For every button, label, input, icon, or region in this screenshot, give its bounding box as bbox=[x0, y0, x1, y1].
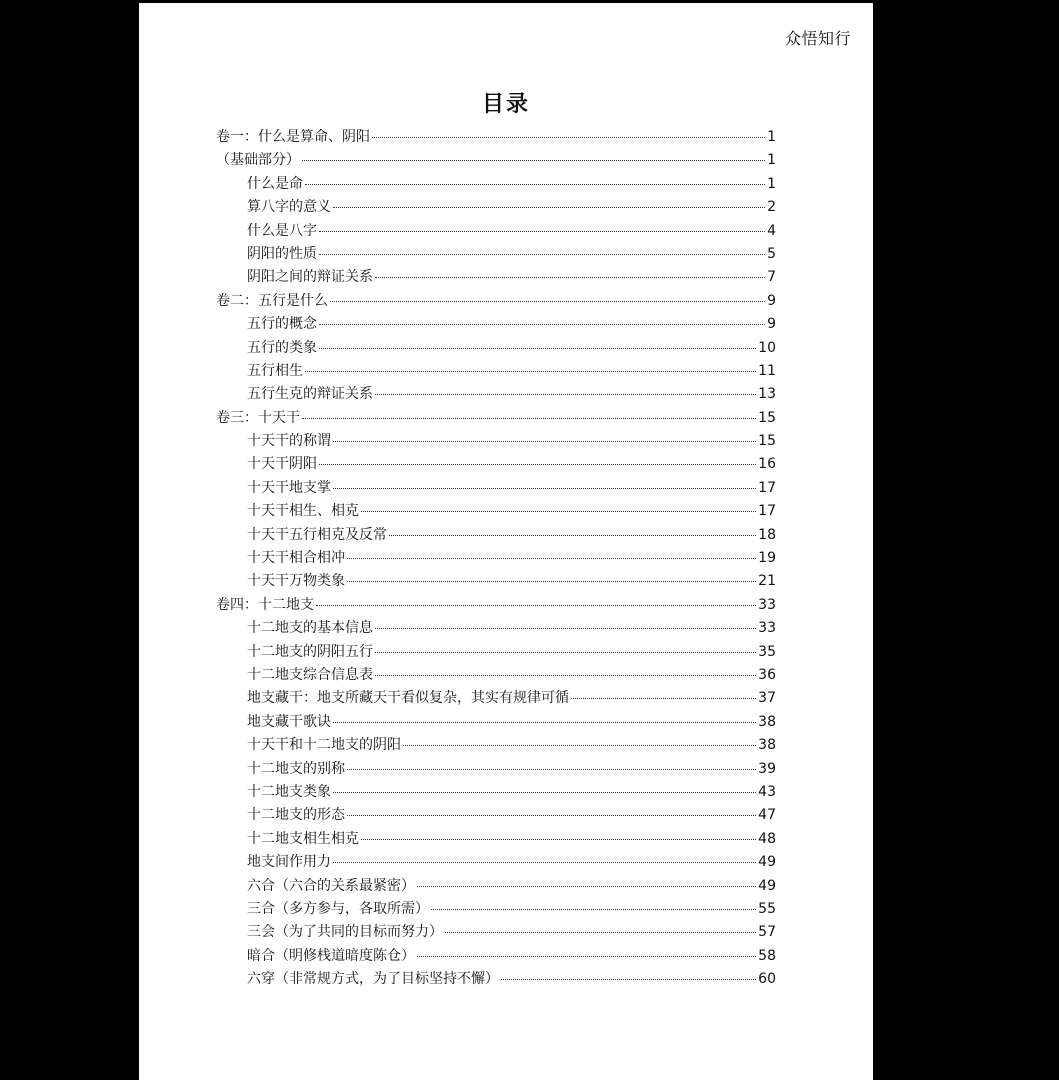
toc-entry[interactable] bbox=[216, 360, 776, 383]
toc-entry-title: 阴阳的性质 bbox=[247, 245, 317, 262]
dot-leader bbox=[319, 348, 756, 349]
toc-entry-title: 什么是命 bbox=[247, 175, 303, 192]
toc-entry-page-number: 33 bbox=[758, 596, 776, 613]
toc-entry-page-number: 49 bbox=[758, 854, 776, 871]
toc-entry-page-number: 58 bbox=[758, 947, 776, 964]
dot-leader bbox=[361, 839, 756, 840]
dot-leader bbox=[333, 862, 756, 863]
dot-leader bbox=[319, 231, 765, 232]
dot-leader bbox=[316, 605, 756, 606]
toc-entry-page-number: 55 bbox=[758, 900, 776, 917]
dot-leader bbox=[445, 932, 756, 933]
dot-leader bbox=[347, 815, 756, 816]
toc-entry[interactable] bbox=[216, 547, 776, 570]
toc-entry-page-number: 1 bbox=[767, 152, 776, 169]
toc-entry-page-number: 37 bbox=[758, 690, 776, 707]
toc-entry[interactable] bbox=[216, 383, 776, 406]
toc-entry-page-number: 10 bbox=[758, 339, 776, 356]
toc-entry[interactable] bbox=[216, 290, 776, 313]
toc-entry[interactable] bbox=[216, 945, 776, 968]
toc-entry-title: 十天干相生、相克 bbox=[247, 503, 359, 520]
toc-entry-page-number: 9 bbox=[767, 316, 776, 333]
dot-leader bbox=[319, 324, 765, 325]
toc-entry-page-number: 57 bbox=[758, 924, 776, 941]
dot-leader bbox=[389, 535, 756, 536]
toc-entry-title: 十二地支的基本信息 bbox=[247, 620, 373, 637]
toc-entry[interactable] bbox=[216, 453, 776, 476]
dot-leader bbox=[375, 675, 756, 676]
dot-leader bbox=[347, 558, 756, 559]
toc-entry[interactable] bbox=[216, 173, 776, 196]
toc-entry-page-number: 47 bbox=[758, 807, 776, 824]
dot-leader bbox=[319, 464, 756, 465]
toc-entry-page-number: 15 bbox=[758, 409, 776, 426]
toc-entry[interactable] bbox=[216, 758, 776, 781]
toc-entry[interactable] bbox=[216, 407, 776, 430]
toc-entry-page-number: 18 bbox=[758, 526, 776, 543]
toc-entry-page-number: 17 bbox=[758, 503, 776, 520]
toc-entry-page-number: 39 bbox=[758, 760, 776, 777]
toc-entry-page-number: 7 bbox=[767, 269, 776, 286]
dot-leader bbox=[375, 394, 756, 395]
dot-leader bbox=[375, 277, 765, 278]
dot-leader bbox=[333, 792, 756, 793]
toc-entry[interactable] bbox=[216, 266, 776, 289]
dot-leader bbox=[375, 628, 756, 629]
toc-entry-title: 三会（为了共同的目标而努力） bbox=[247, 924, 443, 941]
toc-entry[interactable] bbox=[216, 968, 776, 991]
toc-entry-page-number: 33 bbox=[758, 620, 776, 637]
toc-entry-page-number: 35 bbox=[758, 643, 776, 660]
toc-entry-title: 地支藏干歌诀 bbox=[247, 713, 331, 730]
toc-entry-page-number: 13 bbox=[758, 386, 776, 403]
toc-entry-title: 卷三：十天干 bbox=[216, 409, 300, 426]
dot-leader bbox=[333, 207, 765, 208]
toc-entry-title: 十天干相合相冲 bbox=[247, 550, 345, 567]
dot-leader bbox=[431, 909, 756, 910]
toc-entry-page-number: 5 bbox=[767, 245, 776, 262]
toc-entry[interactable] bbox=[216, 781, 776, 804]
toc-entry-title: 十天干阴阳 bbox=[247, 456, 317, 473]
toc-entry-title: 三合（多方参与，各取所需） bbox=[247, 900, 429, 917]
toc-entry-title: 地支藏干：地支所藏天干看似复杂，其实有规律可循 bbox=[247, 690, 569, 707]
toc-entry[interactable] bbox=[216, 570, 776, 593]
toc-entry-title: 十二地支的阴阳五行 bbox=[247, 643, 373, 660]
toc-entry[interactable] bbox=[216, 734, 776, 757]
toc-entry-title: 十天干五行相克及反常 bbox=[247, 526, 387, 543]
toc-entry-title: 五行的类象 bbox=[247, 339, 317, 356]
toc-entry[interactable] bbox=[216, 313, 776, 336]
toc-entry-title: 五行生克的辩证关系 bbox=[247, 386, 373, 403]
toc-entry-title: 算八字的意义 bbox=[247, 199, 331, 216]
dot-leader bbox=[372, 137, 765, 138]
toc-entry[interactable] bbox=[216, 687, 776, 710]
toc-entry[interactable] bbox=[216, 828, 776, 851]
toc-entry-title: 暗合（明修栈道暗度陈仓） bbox=[247, 947, 415, 964]
toc-entry-title: 卷二：五行是什么 bbox=[216, 292, 328, 309]
toc-entry-page-number: 38 bbox=[758, 713, 776, 730]
toc-entry-page-number: 48 bbox=[758, 830, 776, 847]
toc-entry[interactable] bbox=[216, 220, 776, 243]
toc-entry-page-number: 38 bbox=[758, 737, 776, 754]
toc-entry-page-number: 49 bbox=[758, 877, 776, 894]
toc-entry-title: 十天干万物类象 bbox=[247, 573, 345, 590]
toc-entry-page-number: 1 bbox=[767, 129, 776, 145]
toc-entry[interactable] bbox=[216, 524, 776, 547]
toc-entry-title: 卷一：什么是算命、阴阳 bbox=[216, 129, 370, 145]
toc-entry[interactable] bbox=[216, 898, 776, 921]
dot-leader bbox=[501, 979, 756, 980]
dot-leader bbox=[305, 371, 756, 372]
toc-entry-title: 十天干和十二地支的阴阳 bbox=[247, 737, 401, 754]
dot-leader bbox=[305, 184, 765, 185]
toc-entry[interactable] bbox=[216, 196, 776, 219]
toc-entry-title: 地支间作用力 bbox=[247, 854, 331, 871]
toc-entry-title: （基础部分） bbox=[216, 152, 300, 169]
toc-entry[interactable] bbox=[216, 804, 776, 827]
document-page bbox=[139, 3, 873, 1080]
toc-entry-page-number: 4 bbox=[767, 222, 776, 239]
dot-leader bbox=[302, 160, 765, 161]
toc-entry-title: 十二地支相生相克 bbox=[247, 830, 359, 847]
dot-leader bbox=[571, 698, 756, 699]
toc-entry-page-number: 21 bbox=[758, 573, 776, 590]
toc-entry-title: 五行相生 bbox=[247, 362, 303, 379]
toc-entry-page-number: 36 bbox=[758, 666, 776, 683]
dot-leader bbox=[333, 488, 756, 489]
dot-leader bbox=[417, 956, 756, 957]
toc-entry[interactable] bbox=[216, 921, 776, 944]
dot-leader bbox=[330, 301, 765, 302]
table-of-contents bbox=[216, 126, 776, 991]
toc-entry-title: 十二地支的形态 bbox=[247, 807, 345, 824]
toc-entry-title: 十二地支综合信息表 bbox=[247, 666, 373, 683]
dot-leader bbox=[417, 886, 756, 887]
toc-entry[interactable] bbox=[216, 664, 776, 687]
toc-entry-page-number: 17 bbox=[758, 479, 776, 496]
toc-entry-page-number: 2 bbox=[767, 199, 776, 216]
dot-leader bbox=[347, 581, 756, 582]
toc-entry[interactable] bbox=[216, 430, 776, 453]
dot-leader bbox=[361, 511, 756, 512]
toc-entry[interactable] bbox=[216, 875, 776, 898]
toc-entry[interactable] bbox=[216, 617, 776, 640]
toc-entry-page-number: 9 bbox=[767, 292, 776, 309]
toc-entry-page-number: 60 bbox=[758, 971, 776, 988]
dot-leader bbox=[403, 745, 756, 746]
dot-leader bbox=[333, 722, 756, 723]
toc-entry[interactable] bbox=[216, 243, 776, 266]
toc-entry-title: 十二地支的别称 bbox=[247, 760, 345, 777]
dot-leader bbox=[319, 254, 765, 255]
toc-entry-title: 阴阳之间的辩证关系 bbox=[247, 269, 373, 286]
toc-entry-page-number: 16 bbox=[758, 456, 776, 473]
toc-entry-title: 什么是八字 bbox=[247, 222, 317, 239]
dot-leader bbox=[333, 441, 756, 442]
toc-entry[interactable] bbox=[216, 126, 776, 149]
dot-leader bbox=[375, 652, 756, 653]
toc-entry-title: 十天干的称谓 bbox=[247, 433, 331, 450]
toc-entry[interactable] bbox=[216, 477, 776, 500]
header-brand: 众悟知行 bbox=[784, 29, 851, 48]
toc-entry-page-number: 15 bbox=[758, 433, 776, 450]
toc-entry[interactable] bbox=[216, 149, 776, 172]
toc-entry[interactable] bbox=[216, 711, 776, 734]
toc-entry-title: 卷四：十二地支 bbox=[216, 596, 314, 613]
toc-entry[interactable] bbox=[216, 337, 776, 360]
toc-entry-page-number: 11 bbox=[758, 362, 776, 379]
toc-entry[interactable] bbox=[216, 500, 776, 523]
toc-entry-title: 十二地支类象 bbox=[247, 783, 331, 800]
toc-entry-page-number: 1 bbox=[767, 175, 776, 192]
toc-entry-title: 六穿（非常规方式，为了目标坚持不懈） bbox=[247, 971, 499, 988]
toc-entry[interactable] bbox=[216, 851, 776, 874]
toc-entry-title: 五行的概念 bbox=[247, 316, 317, 333]
toc-entry-page-number: 43 bbox=[758, 783, 776, 800]
dot-leader bbox=[302, 418, 756, 419]
dot-leader bbox=[347, 769, 756, 770]
toc-entry[interactable] bbox=[216, 641, 776, 664]
toc-title: 目录 bbox=[481, 92, 530, 117]
toc-entry-title: 六合（六合的关系最紧密） bbox=[247, 877, 415, 894]
toc-entry-page-number: 19 bbox=[758, 550, 776, 567]
toc-entry[interactable] bbox=[216, 594, 776, 617]
toc-entry-title: 十天干地支掌 bbox=[247, 479, 331, 496]
